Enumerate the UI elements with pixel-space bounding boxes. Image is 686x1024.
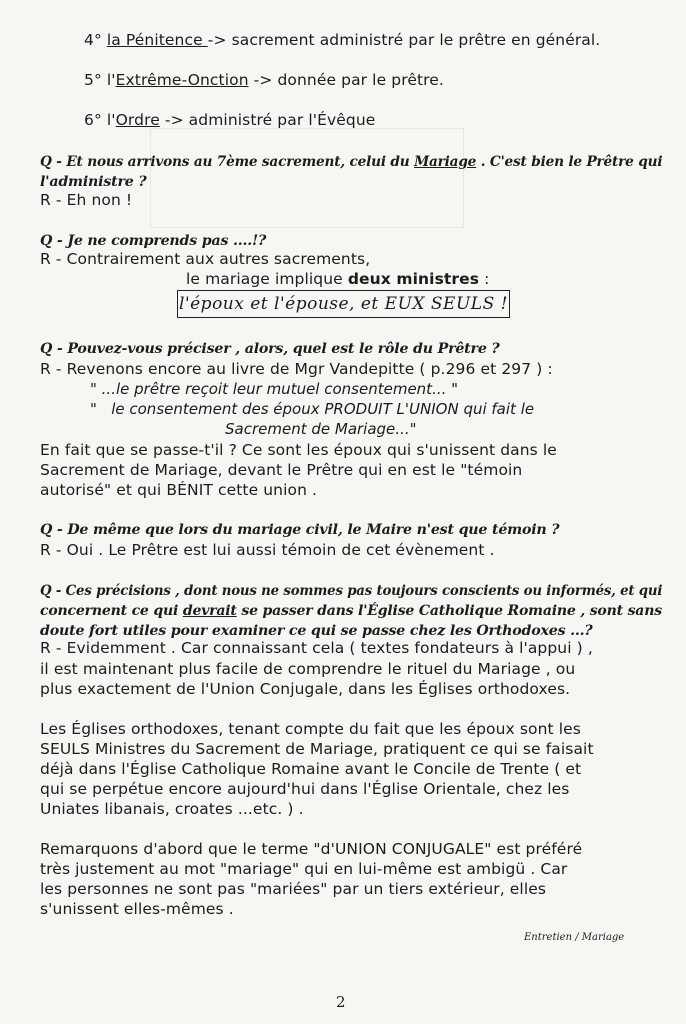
quote-line-1: " ...le prêtre reçoit leur mutuel consentement... " [90, 380, 459, 398]
question-4: Q - De même que lors du mariage civil, le Maire n'est que témoin ? [40, 522, 560, 538]
bleed-through-frame [150, 128, 464, 228]
paragraph-3-line-1: En fait que se passe-t'il ? Ce sont les époux qui s'unissent dans le [40, 441, 557, 459]
list-item-4: 4° la Pénitence -> sacrement administré par le prêtre en général. [84, 31, 601, 49]
question-2: Q - Je ne comprends pas ....!? [40, 233, 267, 249]
question-3: Q - Pouvez-vous préciser , alors, quel est le rôle du Prêtre ? [40, 341, 500, 357]
paragraph-2-line-2: très justement au mot "mariage" qui en lui-même est ambigü . Car [40, 860, 568, 878]
answer-4: R - Oui . Le Prêtre est lui aussi témoin de cet évènement . [40, 541, 495, 559]
paragraph-2-line-4: s'unissent elles-mêmes . [40, 900, 234, 918]
list-item-6: 6° l'Ordre -> administré par l'Évêque [84, 111, 376, 129]
question-5-line-3: doute fort utiles pour examiner ce qui se passe chez les Orthodoxes ...? [40, 623, 593, 639]
question-5-line-1: Q - Ces précisions , dont nous ne sommes pas toujours conscients ou informés, et qui [40, 583, 663, 599]
answer-1: R - Eh non ! [40, 191, 133, 209]
paragraph-1-line-1: Les Églises orthodoxes, tenant compte du fait que les époux sont les [40, 720, 581, 738]
paragraph-1-line-3: déjà dans l'Église Catholique Romaine avant le Concile de Trente ( et [40, 760, 582, 778]
paragraph-3-line-2: Sacrement de Mariage, devant le Prêtre qui en est le "témoin [40, 461, 523, 479]
paragraph-1-line-5: Uniates libanais, croates ...etc. ) . [40, 800, 304, 818]
paragraph-2-line-3: les personnes ne sont pas "mariées" par un tiers extérieur, elles [40, 880, 547, 898]
paragraph-1-line-2: SEULS Ministres du Sacrement de Mariage, pratiquent ce qui se faisait [40, 740, 594, 758]
answer-2-line-1: R - Contrairement aux autres sacrements, [40, 250, 371, 268]
quote-line-3: Sacrement de Mariage..." [225, 420, 417, 438]
emphasis-box: l'époux et l'épouse, et EUX SEULS ! [177, 290, 510, 318]
answer-5-line-3: plus exactement de l'Union Conjugale, dans les Églises orthodoxes. [40, 680, 571, 698]
answer-5-line-1: R - Evidemment . Car connaissant cela ( textes fondateurs à l'appui ) , [40, 639, 593, 657]
paragraph-2-line-1: Remarquons d'abord que le terme "d'UNION CONJUGALE" est préféré [40, 840, 583, 858]
question-1-line-1: Q - Et nous arrivons au 7ème sacrement, celui du Mariage . C'est bien le Prêtre qui [40, 154, 663, 170]
question-1-line-2: l'administre ? [40, 174, 147, 190]
quote-line-2: " le consentement des époux PRODUIT L'UNION qui fait le [90, 400, 535, 418]
answer-2-line-2: le mariage implique deux ministres : [186, 270, 490, 288]
list-item-5: 5° l'Extrême-Onction -> donnée par le prêtre. [84, 71, 444, 89]
footer-tag: Entretien / Mariage [524, 932, 625, 943]
answer-5-line-2: il est maintenant plus facile de comprendre le rituel du Mariage , ou [40, 660, 576, 678]
page-number: 2 [336, 993, 346, 1011]
paragraph-1-line-4: qui se perpétue encore aujourd'hui dans l'Église Orientale, chez les [40, 780, 570, 798]
paragraph-3-line-3: autorisé" et qui BÉNIT cette union . [40, 481, 318, 499]
answer-3-line-1: R - Revenons encore au livre de Mgr Vandepitte ( p.296 et 297 ) : [40, 360, 553, 378]
question-5-line-2: concernent ce qui devrait se passer dans l'Église Catholique Romaine , sont sans [40, 603, 662, 619]
